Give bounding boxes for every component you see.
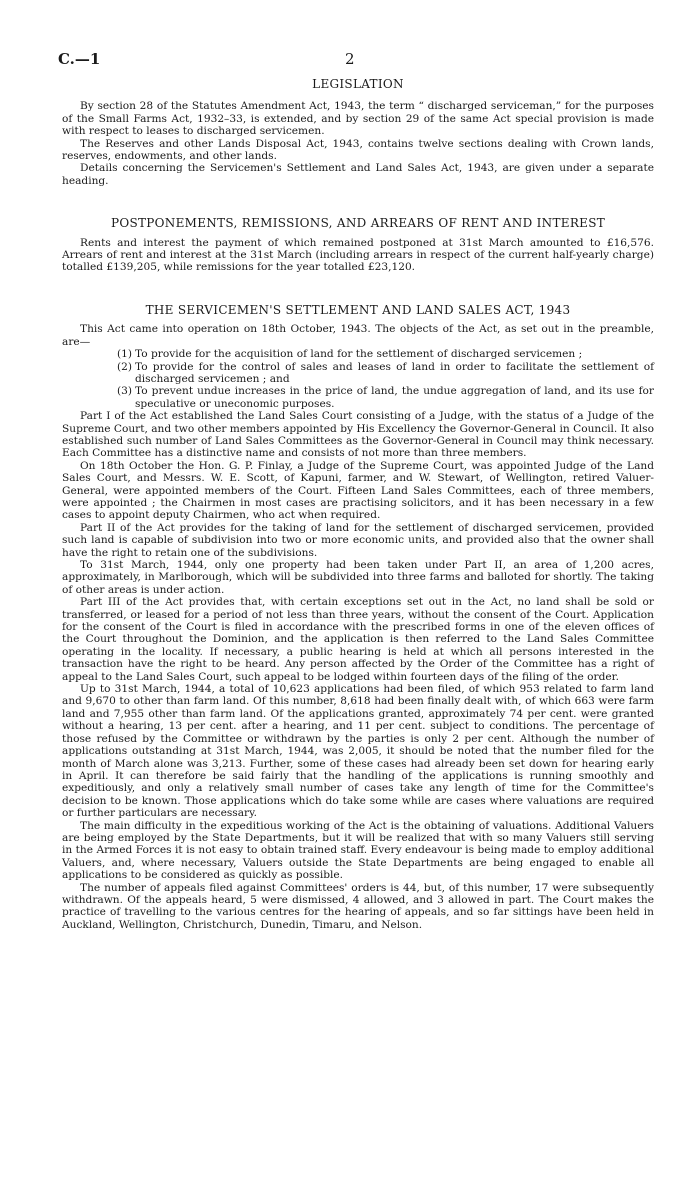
ssl-act-heading: THE SERVICEMEN'S SETTLEMENT AND LAND SALES ACT, 1943 — [145, 302, 571, 317]
object-item — [62, 348, 654, 360]
ssl-act-section — [62, 304, 654, 931]
page-number: 2 — [345, 50, 355, 68]
ssl-act-paragraph: Part II of the Act provides for the taking of land for the settlement of discharged servicemen, provided such land is capable of subdivision into two or more economic units, and provided also that the owner shall have the right to retain one of the subdivisions. — [62, 521, 654, 559]
legislation-section — [62, 78, 654, 187]
postponements-heading: POSTPONEMENTS, REMISSIONS, AND ARREARS OF RENT AND INTEREST — [110, 216, 606, 231]
ssl-act-paragraph: On 18th October the Hon. G. P. Finlay, a Judge of the Supreme Court, was appointed Judge of the Land Sales Court, and Messrs. W. E. Scott, of Kapuni, farmer, and W. Stewart, of Wellington, retired Valuer-General, were appointed members of the Court. Fifteen Land Sales Committees, each of three members, were appointed ; the Chairmen in most cases are practising solicitors, and it has been necessary in a few cases to appoint deputy Chairmen, who act when required. — [62, 459, 654, 522]
postponements-paragraph: Rents and interest the payment of which remained postponed at 31st March amounted to £16,576. Arrears of rent and interest at the 31st March (including arrears in respect of the current half-yearly charge) totalled £139,205, while remissions for the year totalled £23,120. — [62, 236, 654, 274]
object-number: (2) — [117, 360, 133, 373]
ssl-act-paragraph: Part I of the Act established the Land Sales Court consisting of a Judge, with the status of a Judge of the Supreme Court, and two other members appointed by His Excellency the Governor-General in Council. It also established such number of Land Sales Committees as the Governor-General in Council may think necessary. Each Committee has a distinctive name and consists of not more than three members. — [62, 410, 654, 460]
ssl-act-paragraph: The main difficulty in the expeditious working of the Act is the obtaining of valuations. Additional Valuers are being employed by the State Departments, but it will be realized that with so many Valuers still serving in the Armed Forces it is not easy to obtain trained staff. Every endeavour is being made to employ additional Valuers, and, where necessary, Valuers outside the State Departments are being engaged to enable all applications to be considered as quickly as possible. — [62, 819, 654, 882]
legislation-paragraph: The Reserves and other Lands Disposal Act, 1943, contains twelve sections dealing with Crown lands, reserves, endowments, and other lands. — [62, 137, 654, 163]
legislation-paragraph: By section 28 of the Statutes Amendment Act, 1943, the term “ discharged serviceman,” for the purposes of the Small Farms Act, 1932–33, is extended, and by section 29 of the same Act special provision is made with respect to leases to discharged servicemen. — [62, 100, 654, 138]
ssl-act-paragraph: The number of appeals filed against Committees' orders is 44, but, of this number, 17 were subsequently withdrawn. Of the appeals heard, 5 were dismissed, 4 allowed, and 3 allowed in part. The Court makes the practice of travelling to the various centres for the hearing of appeals, and so far sittings have been held in Auckland, Wellington, Christchurch, Dunedin, Timaru, and Nelson. — [62, 881, 654, 931]
postponements-section — [62, 217, 654, 274]
section-spacer — [62, 274, 654, 304]
objects-list — [62, 348, 654, 410]
document-body — [62, 78, 654, 931]
object-text: To provide for the control of sales and leases of land in order to facilitate the settlement of discharged servicemen ; and — [135, 360, 654, 385]
ssl-act-paragraph: Part III of the Act provides that, with certain exceptions set out in the Act, no land shall be sold or transferred, or leased for a period of not less than three years, without the consent of the Court. Application for the consent of the Court is filed in accordance with the prescribed forms in one of the eleven offices of the Court throughout the Dominion, and the application is then referred to the Land Sales Committee operating in the locality. If necessary, a public hearing is held at which all persons interested in the transaction have the right to be heard. Any person affected by the Order of the Committee has a right of appeal to the Land Sales Court, such appeal to be lodged within fourteen days of the filing of the order. — [62, 596, 654, 683]
object-item — [62, 385, 654, 410]
object-number: (1) — [117, 348, 133, 361]
ssl-act-paragraph: Up to 31st March, 1944, a total of 10,623 applications had been filed, of which 953 related to farm land and 9,670 to other than farm land. Of this number, 8,618 had been finally dealt with, of which 663 were farm land and 7,955 other than farm land. Of the applications granted, approximately 74 per cent. were granted without a hearing, 13 per cent. after a hearing, and 11 per cent. subject to conditions. The percentage of those refused by the Committee or withdrawn by the parties is only 2 per cent. Although the number of applications outstanding at 31st March, 1944, was 2,005, it should be noted that the number filed for the month of March alone was 3,213. Further, some of these cases had already been set down for hearing early in April. It can therefore be said fairly that the handling of the applications is running smoothly and expeditiously, and only a relatively small number of cases take any length of time for the Committee's decision to be known. Those applications which do take some while are cases where valuations are required or further particulars are necessary. — [62, 683, 654, 820]
object-number: (3) — [117, 385, 133, 398]
ssl-act-intro: This Act came into operation on 18th October, 1943. The objects of the Act, as set out in the preamble, are— — [62, 323, 654, 348]
object-item — [62, 361, 654, 386]
object-text: To provide for the acquisition of land for the settlement of discharged servicemen ; — [135, 348, 583, 361]
document-code: C.—1 — [58, 50, 101, 68]
ssl-act-paragraph: To 31st March, 1944, only one property had been taken under Part II, an area of 1,200 acres, approximately, in Marlborough, which will be subdivided into three farms and balloted for shortly. The taking of other areas is under action. — [62, 559, 654, 596]
legislation-paragraph: Details concerning the Servicemen's Settlement and Land Sales Act, 1943, are given under a separate heading. — [62, 162, 654, 187]
legislation-heading: LEGISLATION — [312, 77, 404, 91]
section-spacer — [62, 187, 654, 217]
object-text: To prevent undue increases in the price of land, the undue aggregation of land, and its use for speculative or uneconomic purposes. — [135, 385, 654, 410]
